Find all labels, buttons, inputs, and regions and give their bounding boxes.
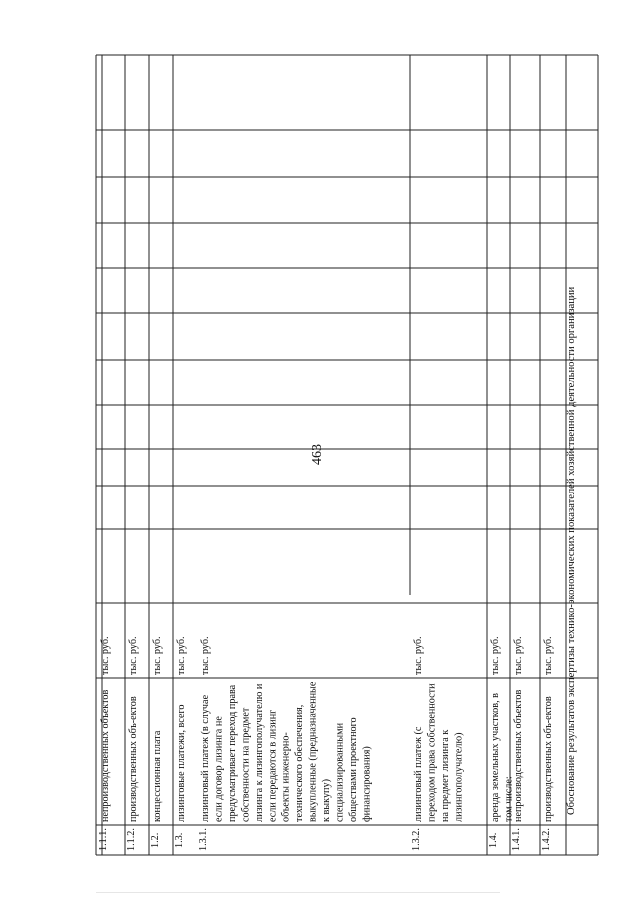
row-description: лизинговый платеж (с переходом права собственности на предмет лизинга к лизингополучателю) bbox=[413, 683, 465, 822]
row-unit: тыс. руб. bbox=[176, 636, 187, 675]
scan-artifact bbox=[96, 892, 500, 893]
row-unit: тыс. руб. bbox=[100, 636, 111, 675]
row-description: концессионная плата bbox=[152, 730, 163, 822]
row-description: лизинговые платежи, всего bbox=[176, 704, 187, 822]
row-unit: тыс. руб. bbox=[152, 636, 163, 675]
row-code: 1.4.1. bbox=[511, 828, 522, 852]
row-description: непроизводственных объектов bbox=[100, 689, 111, 822]
row-unit: тыс. руб. bbox=[543, 636, 554, 675]
row-code: 1.1.2. bbox=[126, 828, 137, 852]
rotated-table bbox=[96, 55, 598, 855]
row-description: аренда земельных участков, в том числе: bbox=[490, 693, 515, 822]
row-description: лизинговый платеж (в случае если договор лизинга не предусматривает переход права собственности на предмет лизинга к лизингополучателю и если передаются в лизинг объекты инженерно-технического обеспечения, выкупленные (предназначенные к выкупу) специализированными обществами проектного финансирования) bbox=[200, 681, 373, 822]
row-description: производственных объ-ектов bbox=[543, 696, 554, 822]
row-description: производственных объ-ектов bbox=[128, 696, 139, 822]
row-code: 1.3. bbox=[174, 832, 185, 848]
table-caption: Обоснование результатов экспертизы технико-экономических показателей хозяйственной деятельности организации bbox=[566, 286, 577, 815]
row-code: 1.2. bbox=[150, 832, 161, 848]
row-unit: тыс. руб. bbox=[490, 636, 501, 675]
row-code: 1.1.1. bbox=[98, 828, 109, 852]
row-description: непроизводственных объектов bbox=[513, 689, 524, 822]
row-unit: тыс. руб. bbox=[513, 636, 524, 675]
row-unit: тыс. руб. bbox=[200, 636, 211, 675]
row-unit: тыс. руб. bbox=[413, 636, 424, 675]
row-code: 1.3.2. bbox=[411, 828, 422, 852]
row-code: 1.3.1. bbox=[198, 828, 209, 852]
row-unit: тыс. руб. bbox=[128, 636, 139, 675]
page-number: 463 bbox=[310, 444, 325, 465]
row-code: 1.4.2. bbox=[541, 828, 552, 852]
row-code: 1.4. bbox=[488, 832, 499, 848]
